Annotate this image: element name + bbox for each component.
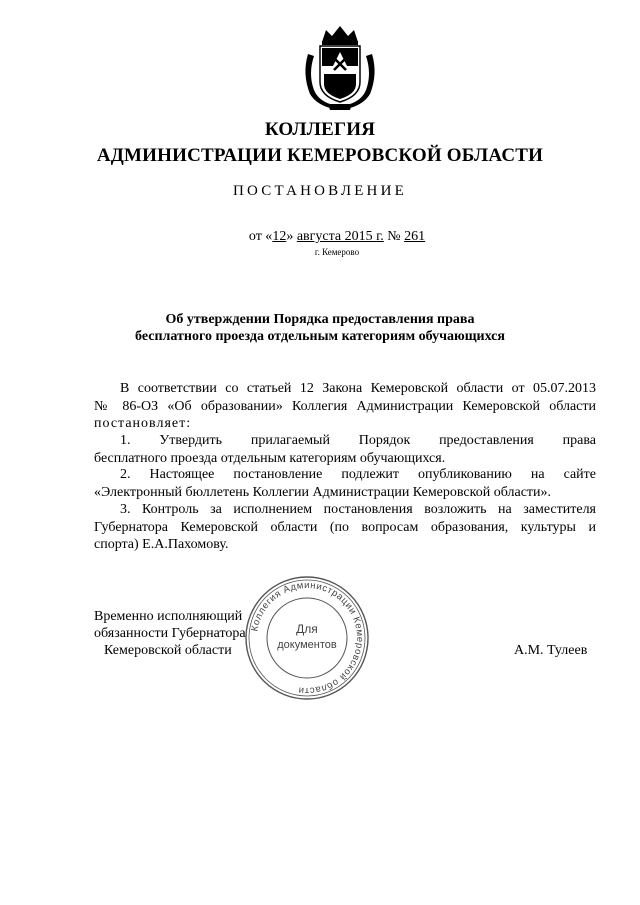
date-quote: »: [286, 229, 294, 244]
clause-1: [94, 432, 596, 467]
clause-3-line1: 3. Контроль за исполнением постановления возложить на заместителя: [120, 502, 596, 517]
stamp-ring-text: Коллегия Администрации Кемеровской области: [249, 579, 366, 697]
preamble-line1: В соответствии со статьей 12 Закона Кемеровской области от 05.07.2013: [120, 381, 596, 396]
org-title-line2: АДМИНИСТРАЦИИ КЕМЕРОВСКОЙ ОБЛАСТИ: [96, 145, 544, 166]
number-prefix: №: [387, 229, 401, 244]
clause-3: [94, 501, 596, 554]
signatory-title-line1: Временно исполняющий: [94, 609, 243, 624]
subject-line2: бесплатного проезда отдельным категориям обучающихся: [135, 329, 505, 344]
preamble-paragraph: [94, 380, 596, 433]
signatory-title-line2: обязанности Губернатора: [94, 626, 246, 641]
org-title-line1: КОЛЛЕГИЯ: [264, 119, 376, 140]
date-day: 12: [272, 229, 287, 244]
clause-2-line1: 2. Настоящее постановление подлежит опубликованию на сайте: [120, 467, 596, 482]
city: г. Кемерово: [314, 247, 360, 257]
subject-line1: Об утверждении Порядка предоставления права: [165, 312, 475, 327]
document-type: ПОСТАНОВЛЕНИЕ: [233, 183, 407, 199]
date-month-year: августа 2015 г.: [296, 229, 384, 244]
signatory-title-line3: Кемеровской области: [104, 643, 232, 658]
clause-2: [94, 466, 596, 501]
document-number: 261: [404, 229, 426, 244]
coat-of-arms-icon: [300, 24, 380, 112]
clause-3-line2: Губернатора Кемеровской области (по вопросам образования, культуры и: [94, 519, 596, 535]
clause-1-line1: 1. Утвердить прилагаемый Порядок предоставления права: [120, 433, 596, 448]
signatory-name: А.М. Тулеев: [514, 643, 588, 658]
date-prefix: от «: [248, 229, 273, 244]
date-number-line: [212, 229, 462, 245]
official-stamp: [244, 575, 370, 701]
preamble-line3: постановляет:: [94, 416, 192, 432]
clause-2-line2: «Электронный бюллетень Коллегии Администрации Кемеровской области».: [94, 484, 552, 500]
stamp-center-line2: документов: [277, 639, 337, 651]
clause-3-line3: спорта) Е.А.Пахомову.: [94, 537, 229, 553]
clause-1-line2: бесплатного проезда отдельным категориям обучающихся.: [94, 450, 446, 466]
stamp-center-line1: Для: [296, 622, 318, 636]
preamble-line2: № 86-ОЗ «Об образовании» Коллегия Администрации Кемеровской области: [94, 398, 596, 414]
